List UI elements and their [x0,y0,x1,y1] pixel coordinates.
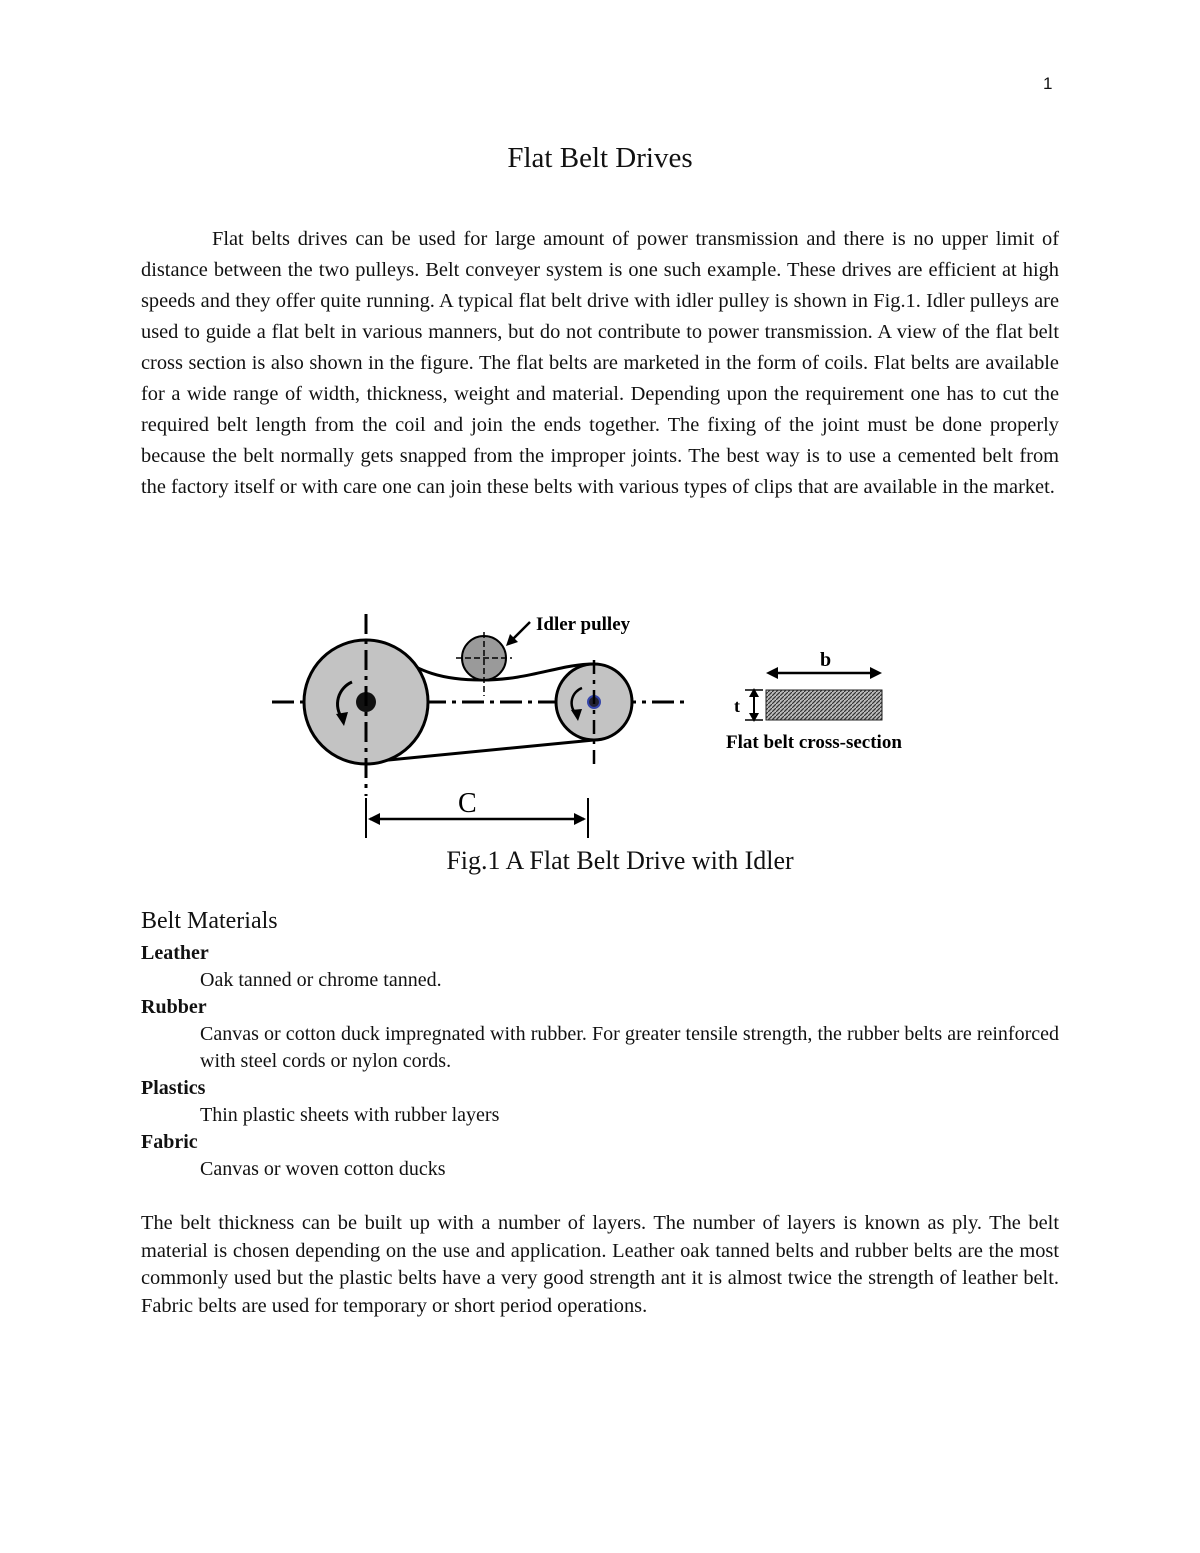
belt-cross-section [766,690,882,720]
page-title: Flat Belt Drives [507,142,693,174]
material-name: Rubber [141,996,207,1018]
closing-paragraph: The belt thickness can be built up with a number of layers. The number of layers is known as ply. The belt material is chosen depending on the use and application. Leather oak tanned belts and rubber belts are the most commonly used but the plastic belts have a very good strength ant it is almost twice the strength of leather belt. Fabric belts are used for temporary or short period operations. [141,1212,1059,1317]
width-label: b [820,649,832,671]
thickness-label: t [734,696,740,716]
material-description: Canvas or cotton duck impregnated with rubber. For greater tensile strength, the rubber belts are reinforced with steel cords or nylon cords. [200,1023,1059,1072]
intro-paragraph: Flat belts drives can be used for large amount of power transmission and there is no upper limit of distance between the two pulleys. Belt conveyer system is one such example. These drives are efficient at high speeds and they offer quite running. A typical flat belt drive with idler pulley is shown in Fig.1. Idler pulleys are used to guide a flat belt in various manners, but do not contribute to power transmission. A view of the flat belt cross section is also shown in the figure. The flat belts are marketed in the form of coils. Flat belts are available for a wide range of width, thickness, weight and material. Depending upon the requirement one has to cut the required belt length from the coil and join the ends together. The fixing of the joint must be done properly because the belt normally gets snapped from the improper joints. The best way is to use a cemented belt from the factory itself or with care one can join these belts with various types of clips that are available in the market. [141,228,1059,498]
material-name: Fabric [141,1131,198,1153]
materials-list [141,940,1059,1183]
material-description: Canvas or woven cotton ducks [200,1158,446,1180]
flat-belt-drive-figure [260,600,940,848]
material-description: Thin plastic sheets with rubber layers [200,1104,500,1126]
material-name: Plastics [141,1077,206,1099]
section-title: Belt Materials [141,908,278,934]
material-description: Oak tanned or chrome tanned. [200,969,442,991]
page-number: 1 [1043,74,1053,93]
figure-caption: Fig.1 A Flat Belt Drive with Idler [446,846,794,875]
center-distance-label: C [458,788,477,819]
idler-label: Idler pulley [536,614,631,635]
cross-section-label: Flat belt cross-section [726,732,902,753]
material-name: Leather [141,942,209,964]
